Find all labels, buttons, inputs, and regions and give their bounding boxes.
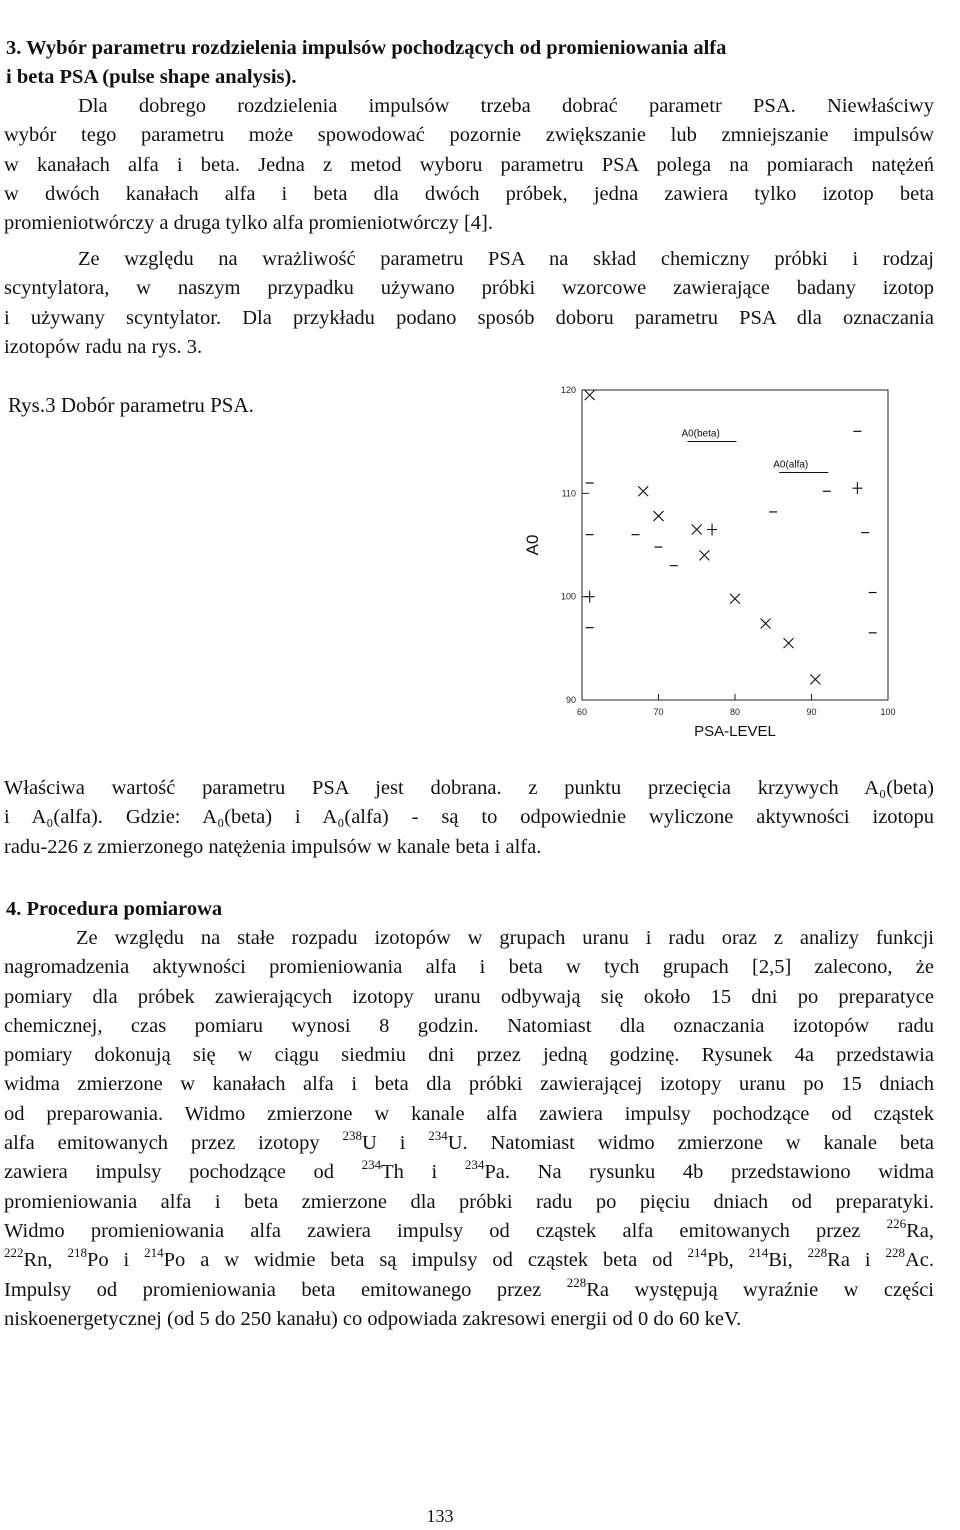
data-point-plus	[852, 482, 862, 494]
y-tick-label: 100	[560, 591, 576, 602]
x-tick-label: 70	[653, 707, 664, 717]
text-line: niskoenergetycznej (od 5 do 250 kanału) co odpowiada zakresowi energii od 0 do 60 keV.	[4, 1307, 742, 1330]
data-point-x	[585, 390, 595, 400]
text-line: Dla dobrego rozdzielenia impulsów trzeba dobrać parametr PSA. Niewłaściwy	[78, 95, 934, 117]
data-point-x	[654, 511, 664, 521]
text-line: Właściwa wartość parametru PSA jest dobrana. z punktu przecięcia krzywych A₀(beta)	[4, 777, 934, 799]
text-line: zawiera impulsy pochodzące od $^{234}$Th i $^{234}$Pa. Na rysunku 4b przedstawiono widma	[4, 1157, 935, 1184]
text-line: i używany scyntylator. Dla przykładu podano sposób doboru parametru PSA dla oznaczania	[4, 306, 934, 329]
text-line: od preparowania. Widmo zmierzone w kanale alfa zawiera impulsy pochodzące od cząstek	[4, 1102, 934, 1125]
text-line: radu-226 z zmierzonego natężenia impulsów w kanale beta i alfa.	[4, 835, 542, 858]
annotation-label: A0(alfa)	[773, 459, 809, 471]
data-point-x	[810, 674, 820, 684]
text-line: Ze względu na wrażliwość parametru PSA na skład chemiczny próbki i rodzaj	[78, 248, 934, 270]
text-line: w dwóch kanałach alfa i beta dla dwóch próbek, jedna zawiera tylko izotop beta	[4, 182, 934, 205]
x-axis-label: PSA-LEVEL	[694, 723, 776, 740]
section-3-paragraph-1	[4, 92, 934, 238]
text-line: izotopów radu na rys. 3.	[4, 335, 203, 358]
psa-chart	[520, 370, 940, 750]
text-line: widma zmierzone w kanałach alfa i beta dla próbki zawierającej izotopy uranu po 15 dniach	[4, 1073, 934, 1096]
x-tick-label: 80	[729, 707, 741, 717]
text-line: nagromadzenia aktywności promieniowania alfa i beta w tych grupach [2,5] zalecono, że	[4, 956, 934, 979]
chart-root	[523, 385, 896, 740]
text-line: pomiary dokonują się w ciągu siedmiu dni przez jedną godzinę. Rysunek 4a przedstawia	[4, 1044, 934, 1067]
figure-caption: Rys.3 Dobór parametru PSA.	[8, 393, 254, 417]
text-line: Ze względu na stałe rozpadu izotopów w grupach uranu i radu oraz z analizy funkcji	[76, 927, 934, 949]
x-tick-label: 90	[806, 707, 817, 717]
y-tick-label: 120	[560, 385, 576, 395]
section-3-paragraph-3	[4, 774, 934, 862]
text-line: wybór tego parametru może spowodować pozornie zwiększanie lub zmniejszanie impulsów	[4, 124, 934, 147]
data-point-x	[638, 486, 648, 496]
section-3-heading-line-2: i beta PSA (pulse shape analysis).	[6, 66, 297, 88]
section-4-paragraph	[4, 924, 934, 1334]
data-point-x	[699, 550, 709, 560]
x-tick-label: 60	[576, 707, 588, 717]
text-line: w kanałach alfa i beta. Jedna z metod wyboru parametru PSA polega na pomiarach natężeń	[4, 153, 934, 176]
data-point-plus	[585, 591, 595, 603]
data-point-x	[730, 594, 740, 604]
text-line: promieniowania alfa i beta zmierzone dla próbki radu po pięciu dniach od preparatyki.	[4, 1190, 934, 1213]
plot-frame	[582, 390, 888, 700]
y-axis-label: A0	[523, 534, 542, 556]
section-4-heading: 4. Procedura pomiarowa	[6, 898, 223, 920]
text-line: chemicznej, czas pomiaru wynosi 8 godzin. Natomiast dla oznaczania izotopów radu	[4, 1014, 934, 1037]
data-point-x	[761, 619, 771, 629]
data-point-x	[692, 525, 702, 535]
text-line: i A₀(alfa). Gdzie: A₀(beta) i A₀(alfa) - są to odpowiednie wyliczone aktywności izotopu	[4, 806, 934, 829]
annotation-label: A0(beta)	[681, 428, 720, 440]
text-line: $^{222}$Rn, $^{218}$Po i $^{214}$Po a w widmie beta są impulsy od cząstek beta od $^{214}$Pb, $^{214}$Bi, $^{228}$Ra i $^{228}$Ac.	[4, 1245, 934, 1272]
data-point-x	[784, 638, 794, 648]
text-line: promieniotwórczy a druga tylko alfa promieniotwórczy [4].	[4, 212, 493, 235]
text-line: Widmo promieniowania alfa zawiera impulsy od cząstek alfa emitowanych przez $^{226}$Ra,	[4, 1215, 934, 1242]
y-tick-label: 90	[565, 695, 576, 705]
y-tick-label: 110	[561, 488, 576, 499]
data-point-plus	[707, 524, 717, 536]
text-line: alfa emitowanych przez izotopy $^{238}$U i $^{234}$U. Natomiast widmo zmierzone w kanale beta	[4, 1128, 934, 1155]
section-3-paragraph-2	[4, 245, 934, 362]
section-3-heading-line-1: 3. Wybór parametru rozdzielenia impulsów pochodzących od promieniowania alfa	[6, 37, 727, 59]
text-line: Impulsy od promieniowania beta emitowanego przez $^{228}$Ra występują wyraźnie w części	[4, 1274, 934, 1301]
text-line: pomiary dla próbek zawierających izotopy uranu odbywają się około 15 dni po preparatyce	[4, 985, 934, 1008]
text-line: scyntylatora, w naszym przypadku używano próbki wzorcowe zawierające badany izotop	[4, 277, 934, 300]
x-tick-label: 100	[880, 707, 896, 717]
page-number: 133	[426, 1506, 454, 1526]
